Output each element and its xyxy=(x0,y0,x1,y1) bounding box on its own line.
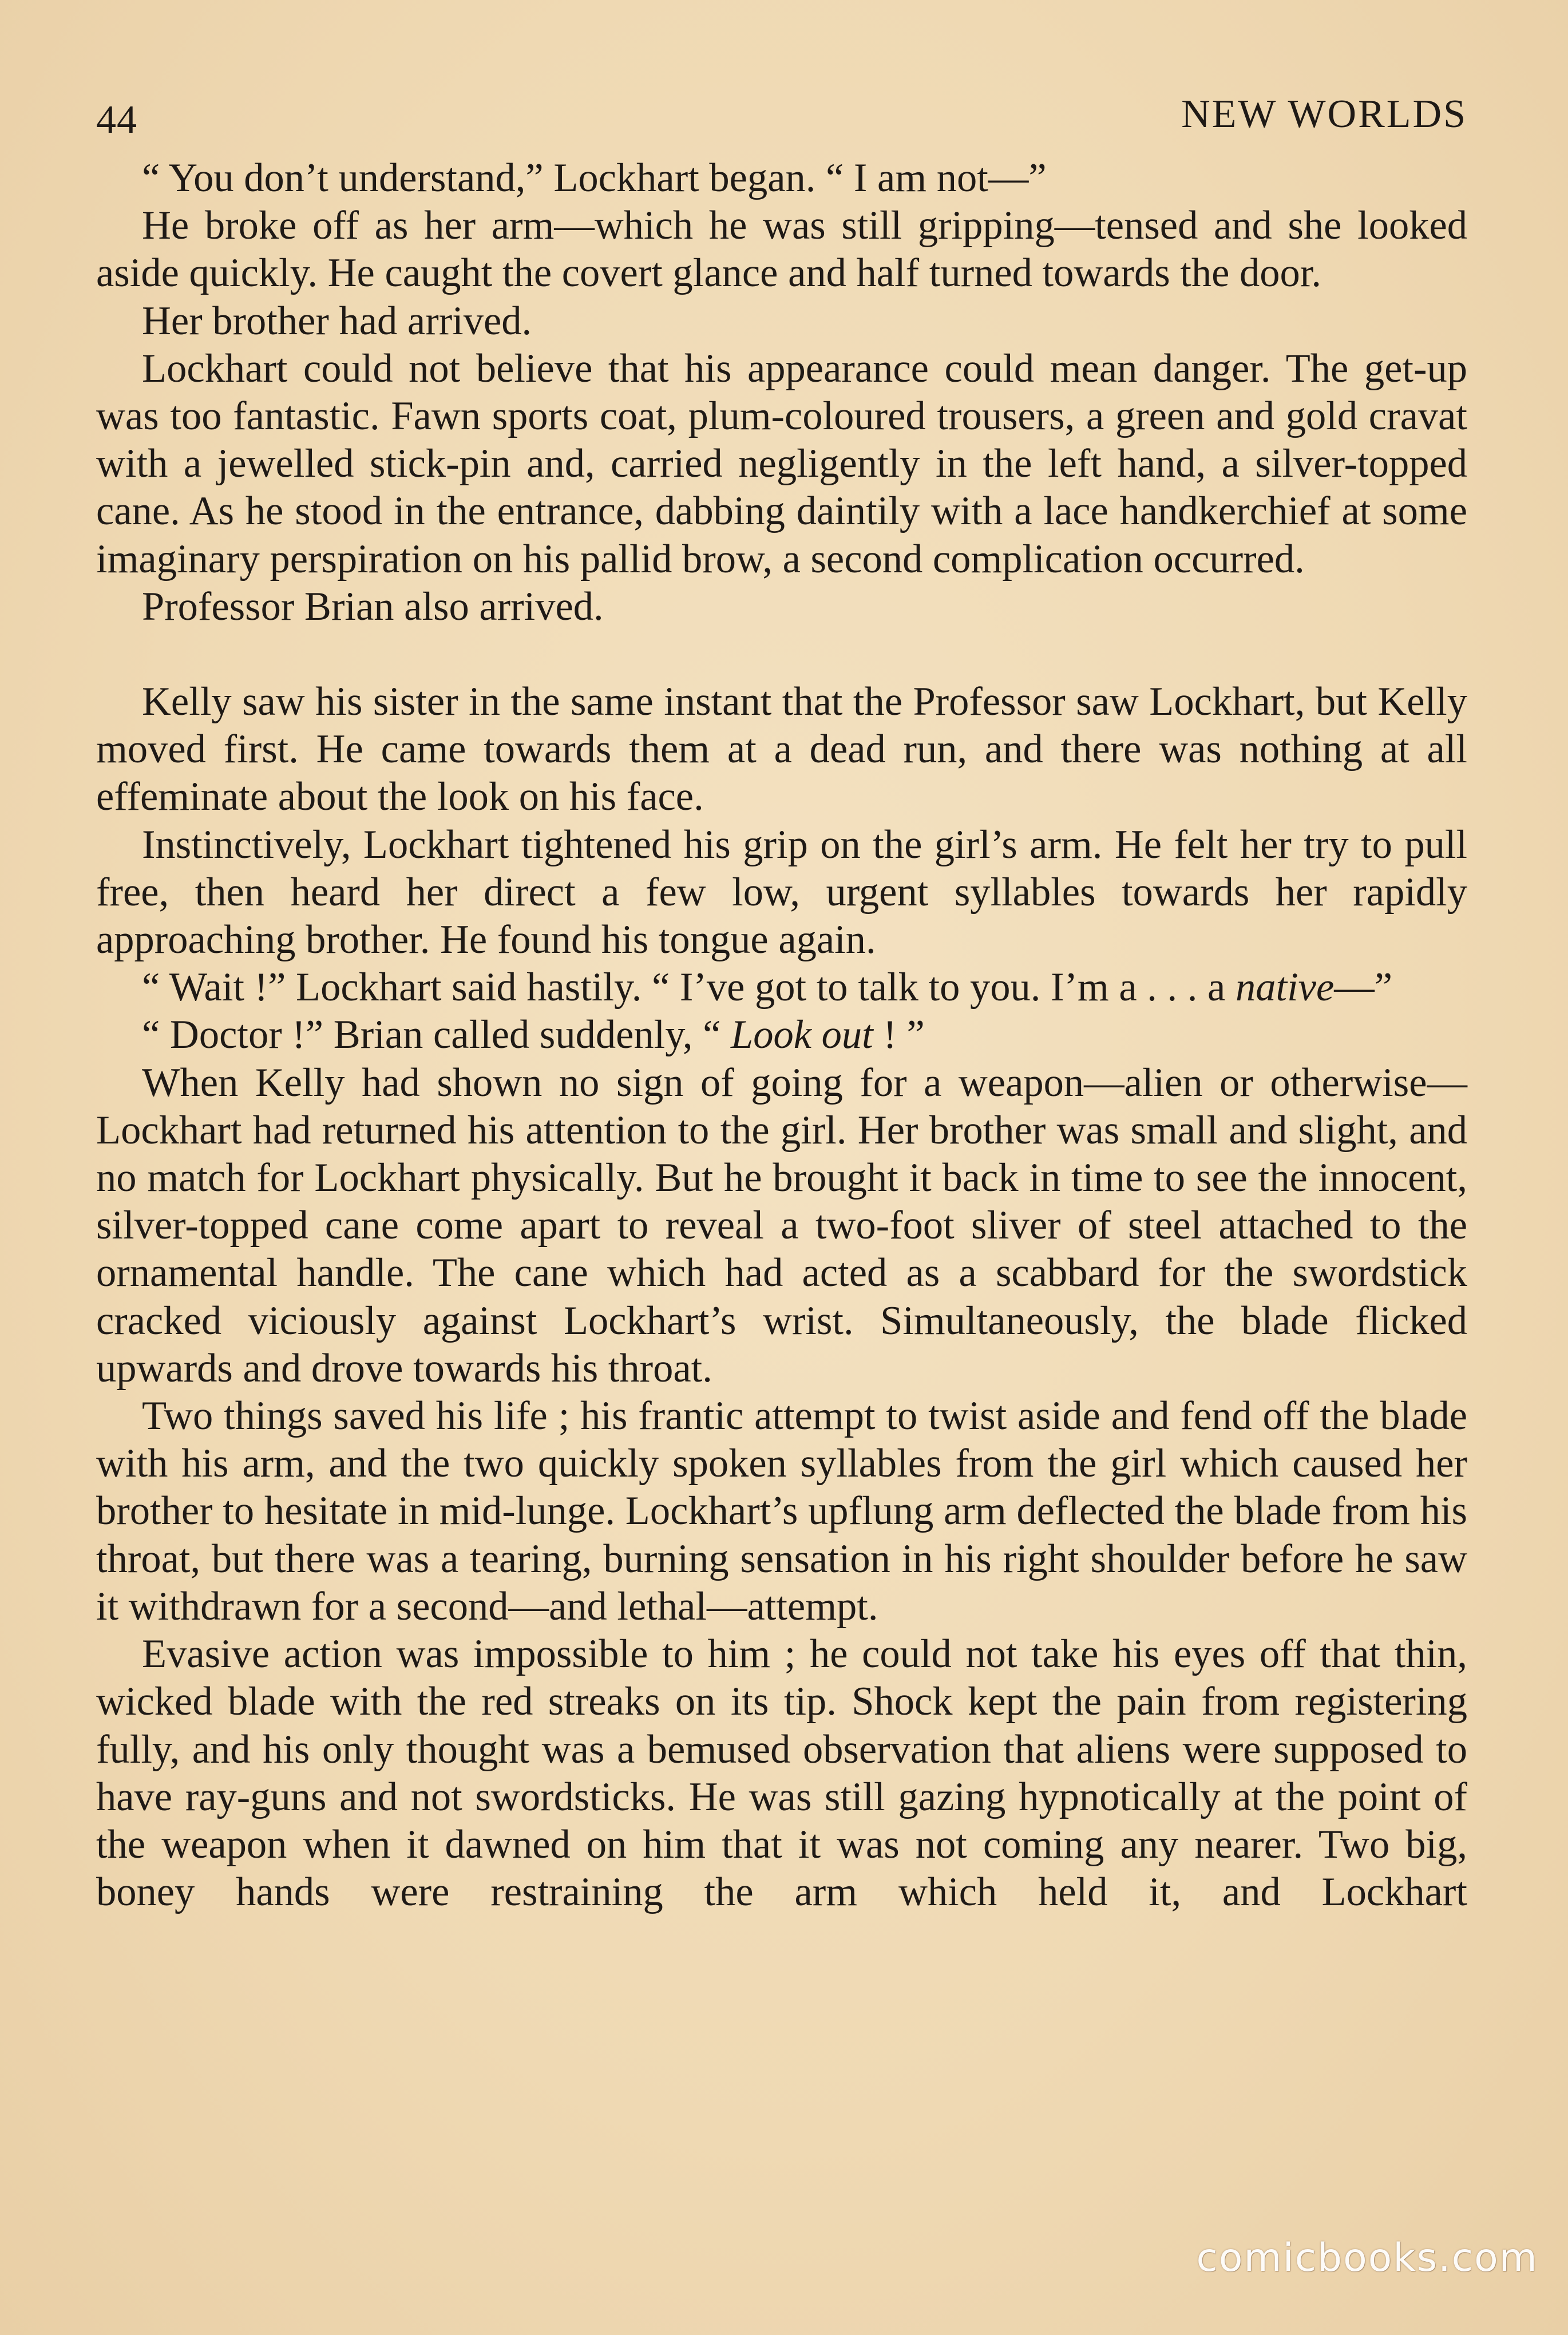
italic-text: native xyxy=(1235,965,1335,1010)
paragraph: Kelly saw his sister in the same instant that the Professor saw Lockhart, but Kelly moved first. He came towards them at a dead run, and there was nothing at all effeminate about the look on his face. xyxy=(96,679,1467,820)
dialogue-text: ! ” xyxy=(873,1012,925,1058)
section-break xyxy=(96,631,1467,678)
body-text xyxy=(96,155,1467,1916)
running-title: NEW WORLDS xyxy=(1181,92,1467,136)
paragraph: Two things saved his life ; his frantic attempt to twist aside and fend off the blade with his arm, and the two quickly spoken syllables from the girl which caused her brother to hesitate in mid-lunge. Lockhart’s upflung arm deflected the blade from his throat, but there was a tearing, burning sensation in his right shoulder before he saw it withdrawn for a second—and lethal—attempt. xyxy=(96,1394,1467,1629)
paragraph: When Kelly had shown no sign of going for a weapon—alien or otherwise—Lockhart had returned his attention to the girl. Her brother was small and slight, and no match for Lockhart physically. But he brought it back in time to see the innocent, silver-topped cane come apart to reveal a two-foot sliver of steel attached to the ornamental handle. The cane which had acted as a scabbard for the swordstick cracked viciously against Lockhart’s wrist. Simultaneously, the blade flicked upwards and drove towards his throat. xyxy=(96,1060,1467,1391)
book-page xyxy=(96,86,1467,1916)
paragraph: “ You don’t understand,” Lockhart began. “ I am not—” xyxy=(142,156,1047,200)
dialogue-text: —” xyxy=(1334,965,1393,1010)
dialogue-text: “ Wait !” Lockhart said hastily. “ I’ve got to talk to you. I’m a . . . a xyxy=(142,965,1236,1010)
italic-text: Look out xyxy=(731,1012,873,1058)
watermark: comicbooks.com xyxy=(1196,2235,1538,2281)
paragraph: Professor Brian also arrived. xyxy=(142,584,604,629)
paragraph: Lockhart could not believe that his appearance could mean danger. The get-up was too fantastic. Fawn sports coat, plum-coloured trousers, a green and gold cravat with a jewelled stick-pin and, carried negligently in the left hand, a silver-topped cane. As he stood in the entrance, dabbing daintily with a lace handkerchief at some imaginary perspiration on his pallid brow, a second complication occurred. xyxy=(96,346,1467,581)
paragraph xyxy=(96,1011,1467,1059)
paragraph: He broke off as her arm—which he was still gripping—tensed and she looked aside quickly. He caught the covert glance and half turned towards the door. xyxy=(96,203,1467,296)
paragraph: Instinctively, Lockhart tightened his grip on the girl’s arm. He felt her try to pull free, then heard her direct a few low, urgent syllables towards her rapidly approaching brother. He found his tongue again. xyxy=(96,822,1467,963)
paragraph: Evasive action was impossible to him ; he could not take his eyes off that thin, wicked blade with the red streaks on its tip. Shock kept the pain from registering fully, and his only thought was a bemused observation that aliens were supposed to have ray-guns and not swordsticks. He was still gazing hypnotically at the point of the weapon when it dawned on him that it was not coming any nearer. Two big, boney hands were restraining the arm which held it, and Lockhart xyxy=(96,1632,1467,1915)
paragraph xyxy=(96,964,1467,1011)
paragraph: Her brother had arrived. xyxy=(142,298,532,343)
dialogue-text: “ Doctor !” Brian called suddenly, “ xyxy=(142,1012,731,1058)
page-header xyxy=(96,86,1467,149)
page-number: 44 xyxy=(96,98,137,142)
